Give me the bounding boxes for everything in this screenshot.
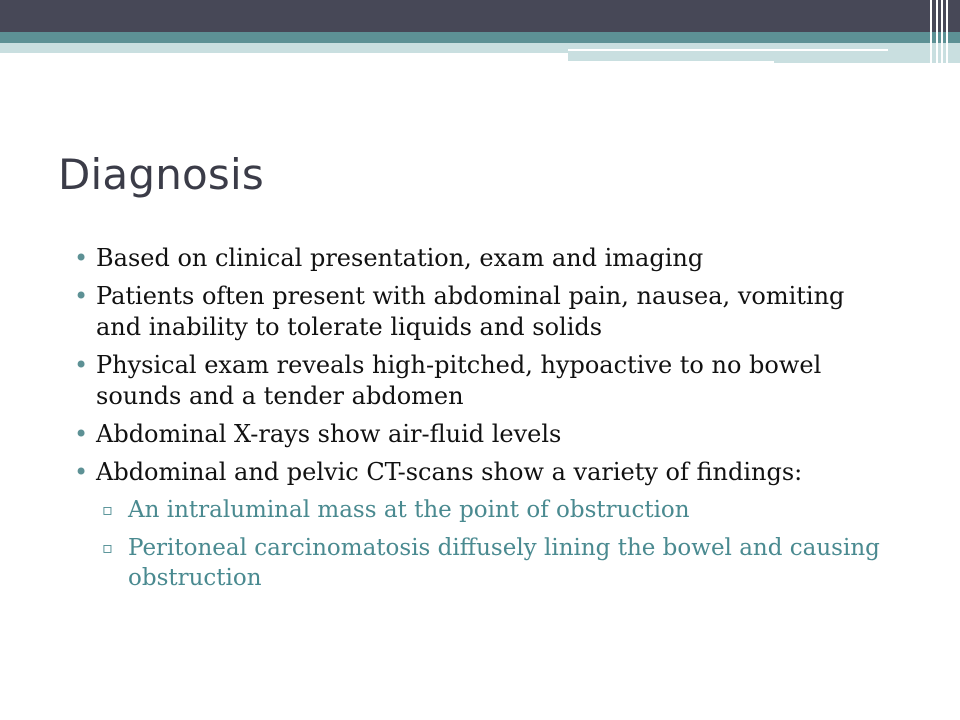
bullet-text: Physical exam reveals high-pitched, hypoactive to no bowel sounds and a tender abdomen	[96, 351, 822, 410]
sub-bullet-item	[102, 533, 894, 593]
header-teal-band	[0, 32, 960, 43]
bullet-item	[74, 281, 894, 343]
header-corner-stripes	[926, 0, 960, 64]
bullet-marker: •	[74, 282, 89, 310]
bullet-item	[74, 457, 894, 488]
sub-bullet-text: Peritoneal carcinomatosis diffusely lining the bowel and causing obstruction	[128, 535, 880, 591]
bullet-marker: •	[74, 351, 89, 379]
bullet-marker: •	[74, 420, 89, 448]
bullet-item	[74, 350, 894, 412]
header-white-line-short	[568, 61, 774, 63]
sub-bullet-item	[102, 495, 894, 525]
bullet-item	[74, 243, 894, 274]
slide-title: Diagnosis	[58, 150, 264, 199]
sub-bullet-text: An intraluminal mass at the point of obstruction	[128, 497, 690, 523]
sub-bullet-marker: ▫	[102, 500, 113, 519]
bullet-marker: •	[74, 458, 89, 486]
bullet-text: Patients often present with abdominal pain, nausea, vomiting and inability to tolerate liquids and solids	[96, 282, 845, 341]
bullet-text: Abdominal and pelvic CT-scans show a variety of findings:	[96, 458, 803, 486]
bullet-item	[74, 419, 894, 450]
bullet-text: Abdominal X-rays show air-fluid levels	[96, 420, 562, 448]
sub-bullet-marker: ▫	[102, 538, 113, 557]
header-dark-bar	[0, 0, 960, 32]
bullet-marker: •	[74, 244, 89, 272]
bullet-list	[74, 243, 894, 601]
sub-bullet-list	[102, 495, 894, 593]
header-light-band	[0, 43, 960, 53]
bullet-text: Based on clinical presentation, exam and imaging	[96, 244, 704, 272]
header-white-line	[568, 49, 888, 51]
